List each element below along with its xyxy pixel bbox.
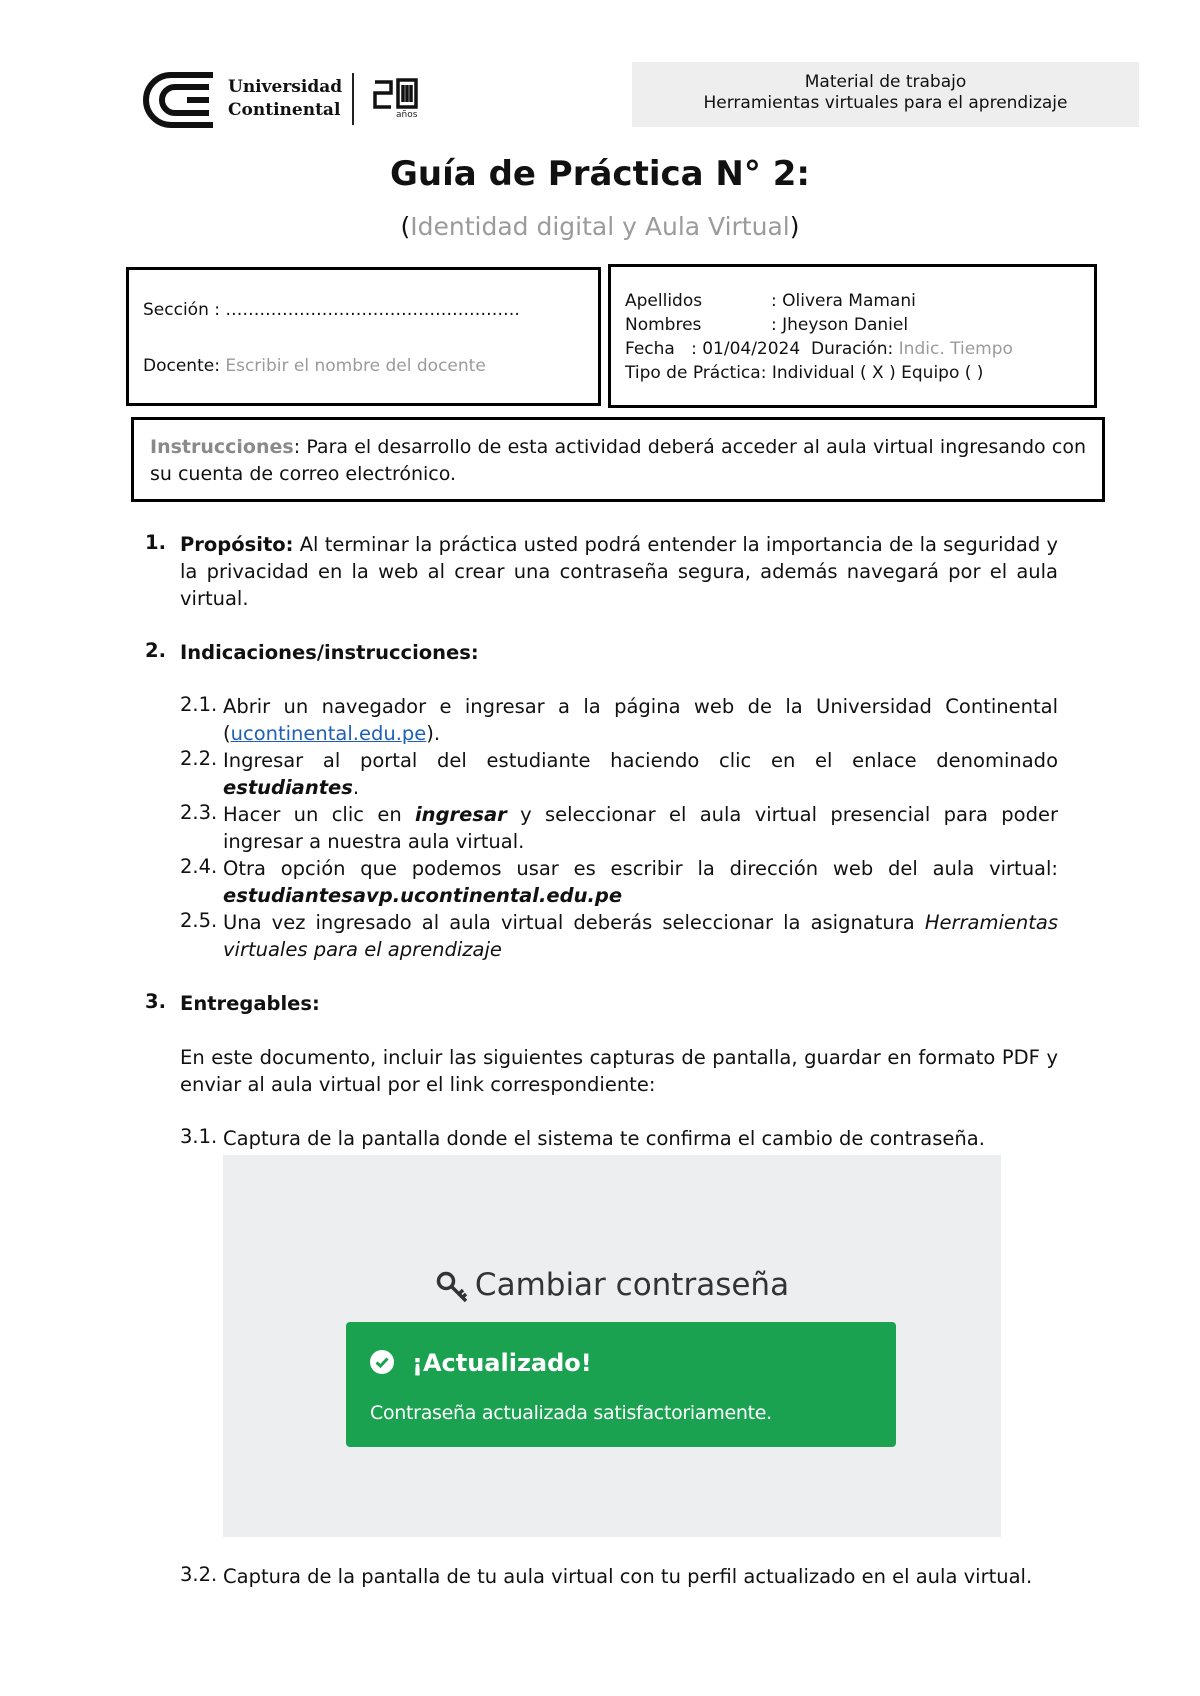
anniversary-word: años xyxy=(396,110,418,120)
list-item: Captura de la pantalla donde el sistema te confirma el cambio de contraseña. xyxy=(223,1127,985,1150)
deliverables-paragraph: En este documento, incluir las siguientes capturas de pantalla, guardar en formato PDF y enviar al aula virtual por el link correspondiente: xyxy=(180,1046,1058,1096)
logo-divider xyxy=(352,73,354,125)
item-number: 3.2. xyxy=(180,1563,218,1586)
list-item: Hacer un clic en ingresar y seleccionar el aula virtual presencial para poder ingresar a nuestra aula virtual. xyxy=(223,803,1058,853)
section-number: 3. xyxy=(145,990,166,1013)
section-number: 2. xyxy=(145,639,166,662)
success-alert xyxy=(346,1322,896,1447)
item-number: 2.5. xyxy=(180,909,218,932)
docente-row: Docente: Escribir el nombre del docente xyxy=(143,356,486,376)
check-circle-icon xyxy=(370,1350,394,1374)
docente-field[interactable]: Escribir el nombre del docente xyxy=(225,356,486,376)
tipo-practica-row: Tipo de Práctica: Individual ( X ) Equipo ( ) xyxy=(625,363,984,383)
alert-title: ¡Actualizado! xyxy=(412,1349,592,1377)
item-number: 2.1. xyxy=(180,693,218,716)
instructions-box: Instrucciones: Para el desarrollo de esta actividad deberá acceder al aula virtual ingresando con su cuenta de correo electrónico. xyxy=(131,417,1105,502)
section-heading: Indicaciones/instrucciones: xyxy=(180,641,479,664)
purpose-paragraph: Propósito: Al terminar la práctica usted podrá entender la importancia de la seguridad y la privacidad en la web al crear una contraseña segura, además navegará por el aula virtual. xyxy=(180,533,1058,610)
nombres-row: Nombres : Jheyson Daniel xyxy=(625,315,909,335)
page-title: Guía de Práctica N° 2: xyxy=(390,154,810,194)
course-name: Herramientas virtuales para el aprendizaje xyxy=(703,93,1068,113)
page-subtitle: (Identidad digital y Aula Virtual) xyxy=(400,212,800,241)
list-item: Una vez ingresado al aula virtual deberás seleccionar la asignatura Herramientas virtuales para el aprendizaje xyxy=(223,911,1058,961)
section-heading: Entregables: xyxy=(180,992,320,1015)
material-label: Material de trabajo xyxy=(804,72,967,92)
seccion-field[interactable]: ……………………………………………. xyxy=(225,300,520,320)
password-change-screenshot xyxy=(223,1155,1001,1537)
seccion-row: Sección : ……………………………………………. xyxy=(143,300,520,320)
ucontinental-link[interactable]: ucontinental.edu.pe xyxy=(230,722,427,745)
list-item: Abrir un navegador e ingresar a la página web de la Universidad Continental (ucontinental.edu.pe). xyxy=(223,695,1058,745)
alert-message: Contraseña actualizada satisfactoriamente. xyxy=(370,1402,772,1424)
list-item: Ingresar al portal del estudiante haciendo clic en el enlace denominado estudiantes. xyxy=(223,749,1058,799)
section-teacher-box xyxy=(126,267,601,406)
screenshot-title: Cambiar contraseña xyxy=(223,1267,1001,1304)
item-number: 2.3. xyxy=(180,801,218,824)
item-number: 2.4. xyxy=(180,855,218,878)
list-item: Captura de la pantalla de tu aula virtual con tu perfil actualizado en el aula virtual. xyxy=(223,1565,1033,1588)
item-number: 2.2. xyxy=(180,747,218,770)
fecha-row: Fecha : 01/04/2024 Duración: Indic. Tiempo xyxy=(625,339,1013,359)
anniversary-20-icon xyxy=(372,76,420,110)
key-icon xyxy=(435,1270,469,1304)
list-item: Otra opción que podemos usar es escribir la dirección web del aula virtual: estudiantesavp.ucontinental.edu.pe xyxy=(223,857,1058,907)
apellidos-row: Apellidos : Olivera Mamani xyxy=(625,291,916,311)
student-info-box xyxy=(608,264,1097,408)
course-header-box xyxy=(632,62,1139,127)
section-number: 1. xyxy=(145,531,166,554)
university-name: Universidad Continental xyxy=(228,77,343,120)
item-number: 3.1. xyxy=(180,1125,218,1148)
